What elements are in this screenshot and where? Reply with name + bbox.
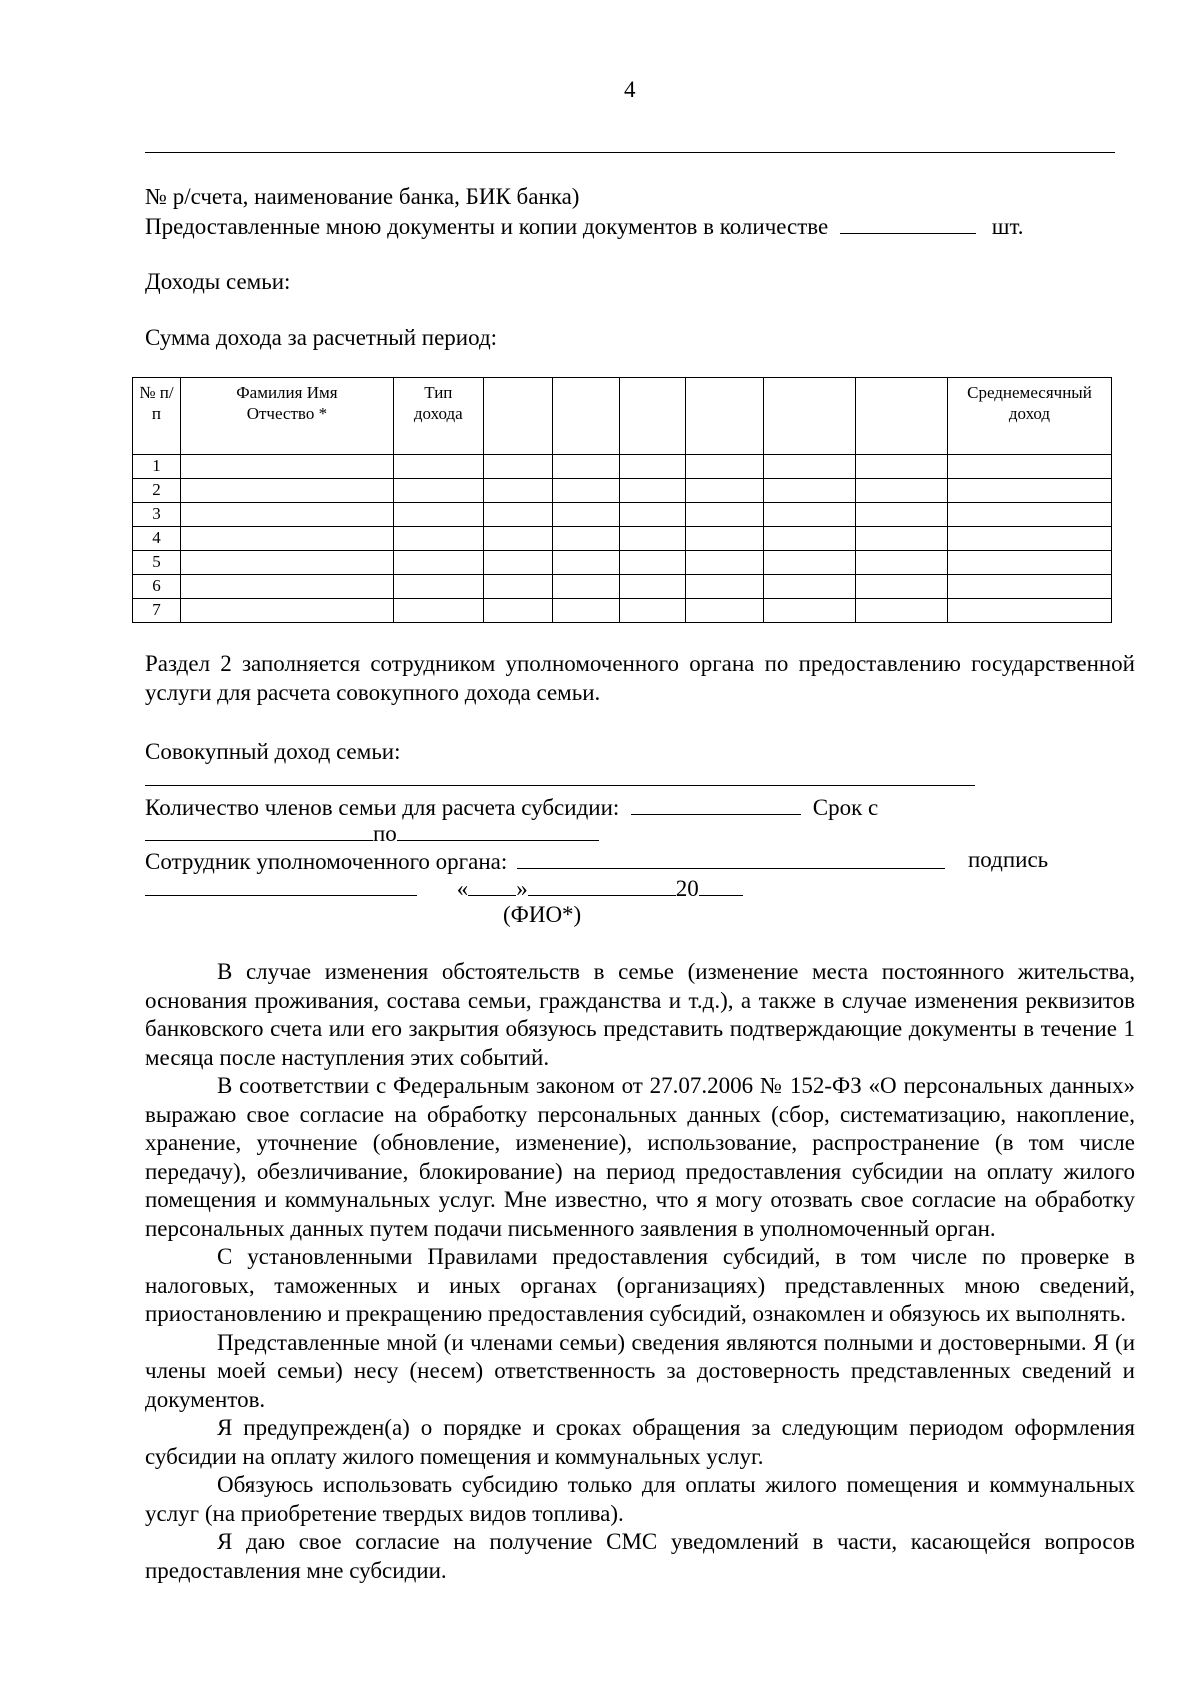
date-close-quote: » bbox=[516, 876, 528, 901]
employee-label: Сотрудник уполномоченного органа: bbox=[145, 849, 508, 874]
employee-line bbox=[145, 846, 945, 876]
row-number-cell: 7 bbox=[133, 599, 181, 623]
table-cell[interactable] bbox=[764, 599, 856, 623]
total-income-blank[interactable] bbox=[145, 785, 975, 786]
paragraph: Представленные мной (и членами семьи) сведения являются полными и достоверными. Я (и члены моей семьи) несу (несем) ответственность за достоверность представленных сведений и документов. bbox=[145, 1329, 1135, 1412]
obligations-text bbox=[145, 958, 1135, 1585]
table-cell[interactable] bbox=[552, 455, 619, 479]
table-cell[interactable] bbox=[619, 527, 686, 551]
table-cell[interactable] bbox=[619, 479, 686, 503]
date-year-prefix: 20 bbox=[675, 876, 699, 901]
table-cell[interactable] bbox=[619, 599, 686, 623]
row-number-cell: 6 bbox=[133, 575, 181, 599]
table-header-cell bbox=[686, 378, 764, 455]
date-open-quote: « bbox=[456, 876, 469, 901]
members-count-label: Количество членов семьи для расчета субсидии: bbox=[145, 795, 620, 820]
page-number: 4 bbox=[624, 77, 636, 102]
section2-note bbox=[145, 650, 1135, 707]
table-cell[interactable] bbox=[552, 599, 619, 623]
income-sum-label: Сумма дохода за расчетный период: bbox=[145, 325, 498, 350]
table-header-cell: Тип дохода bbox=[393, 378, 483, 455]
table-header-cell: Фамилия Имя Отчество * bbox=[180, 378, 393, 455]
table-cell[interactable] bbox=[552, 479, 619, 503]
table-row bbox=[133, 551, 1112, 575]
table-cell[interactable] bbox=[393, 479, 483, 503]
row-number-cell: 4 bbox=[133, 527, 181, 551]
table-header-cell: № п/ п bbox=[133, 378, 181, 455]
table-cell[interactable] bbox=[686, 575, 764, 599]
date-line bbox=[145, 873, 743, 903]
table-cell[interactable] bbox=[619, 551, 686, 575]
table-cell[interactable] bbox=[393, 551, 483, 575]
table-header-row bbox=[133, 378, 1112, 455]
table-cell[interactable] bbox=[856, 503, 948, 527]
table-row bbox=[133, 599, 1112, 623]
table-cell[interactable] bbox=[686, 551, 764, 575]
table-cell[interactable] bbox=[180, 527, 393, 551]
table-row bbox=[133, 479, 1112, 503]
bank-details-line: № р/счета, наименование банка, БИК банка) bbox=[145, 184, 580, 209]
table-cell[interactable] bbox=[947, 479, 1111, 503]
signature-blank[interactable] bbox=[145, 873, 417, 896]
table-cell[interactable] bbox=[764, 455, 856, 479]
table-cell[interactable] bbox=[764, 551, 856, 575]
table-header-cell bbox=[764, 378, 856, 455]
row-number-cell: 2 bbox=[133, 479, 181, 503]
income-table bbox=[132, 377, 1112, 623]
table-row bbox=[133, 455, 1112, 479]
fio-label: (ФИО*) bbox=[503, 902, 582, 927]
table-cell[interactable] bbox=[686, 455, 764, 479]
table-cell[interactable] bbox=[686, 599, 764, 623]
table-cell[interactable] bbox=[947, 551, 1111, 575]
family-income-label: Доходы семьи: bbox=[145, 269, 291, 294]
documents-count-unit: шт. bbox=[991, 214, 1024, 239]
table-cell[interactable] bbox=[947, 599, 1111, 623]
table-cell[interactable] bbox=[686, 527, 764, 551]
table-cell[interactable] bbox=[856, 551, 948, 575]
table-cell[interactable] bbox=[856, 479, 948, 503]
table-header-cell bbox=[552, 378, 619, 455]
table-cell[interactable] bbox=[393, 527, 483, 551]
table-row bbox=[133, 575, 1112, 599]
table-cell[interactable] bbox=[856, 599, 948, 623]
table-cell[interactable] bbox=[764, 575, 856, 599]
table-cell[interactable] bbox=[483, 455, 552, 479]
table-header-cell bbox=[483, 378, 552, 455]
table-cell[interactable] bbox=[180, 503, 393, 527]
table-cell[interactable] bbox=[180, 455, 393, 479]
table-cell[interactable] bbox=[483, 527, 552, 551]
table-header-cell bbox=[856, 378, 948, 455]
table-cell[interactable] bbox=[552, 503, 619, 527]
term-from-label: Срок с bbox=[812, 795, 879, 820]
term-to-label: по bbox=[373, 821, 397, 846]
table-cell[interactable] bbox=[180, 575, 393, 599]
employee-blank[interactable] bbox=[517, 846, 945, 869]
term-line bbox=[145, 818, 599, 848]
documents-count-blank[interactable] bbox=[840, 211, 976, 234]
table-cell[interactable] bbox=[947, 503, 1111, 527]
paragraph: С установленными Правилами предоставления субсидий, в том числе по проверке в налоговых, таможенных и иных органах (организациях) представленных мною сведений, приостановлению и прекращению предоставления субсидий, ознакомлен и обязуюсь их выполнять. bbox=[145, 1244, 1135, 1326]
term-from-blank[interactable] bbox=[145, 818, 373, 841]
table-cell[interactable] bbox=[686, 503, 764, 527]
paragraph: Я предупрежден(а) о порядке и сроках обращения за следующим периодом оформления субсидии на оплату жилого помещения и коммунальных услуг. bbox=[145, 1415, 1135, 1469]
members-count-blank[interactable] bbox=[631, 792, 801, 815]
date-year-blank[interactable] bbox=[699, 873, 743, 896]
documents-count-line bbox=[145, 211, 1024, 241]
table-cell[interactable] bbox=[483, 503, 552, 527]
total-income-label: Совокупный доход семьи: bbox=[145, 739, 401, 764]
table-header-cell: Среднемесячный доход bbox=[947, 378, 1111, 455]
signature-label: подпись bbox=[968, 847, 1049, 872]
table-cell[interactable] bbox=[483, 479, 552, 503]
row-number-cell: 5 bbox=[133, 551, 181, 575]
table-header-cell bbox=[619, 378, 686, 455]
table-cell[interactable] bbox=[483, 575, 552, 599]
table-cell[interactable] bbox=[856, 575, 948, 599]
table-cell[interactable] bbox=[393, 503, 483, 527]
date-month-blank[interactable] bbox=[528, 873, 676, 896]
row-number-cell: 1 bbox=[133, 455, 181, 479]
paragraph: В соответствии с Федеральным законом от 27.07.2006 № 152-ФЗ «О персональных данных» выражаю свое согласие на обработку персональных данных (сбор, систематизацию, накопление, хранение, уточнение (обновление, изменение), использование, распространение (в том числе передачу), обезличивание, блокирование) на период предоставления субсидии на оплату жилого помещения и коммунальных услуг. Мне известно, что я могу отозвать свое согласие на обработку персональных данных путем подачи письменного заявления в уполномоченный орган. bbox=[145, 1073, 1135, 1241]
table-cell[interactable] bbox=[856, 455, 948, 479]
documents-count-label: Предоставленные мною документы и копии документов в количестве bbox=[145, 214, 829, 239]
date-day-blank[interactable] bbox=[468, 873, 516, 896]
term-to-blank[interactable] bbox=[397, 818, 599, 841]
paragraph: Обязуюсь использовать субсидию только для оплаты жилого помещения и коммунальных услуг (на приобретение твердых видов топлива). bbox=[145, 1472, 1135, 1526]
row-number-cell: 3 bbox=[133, 503, 181, 527]
section2-text: Раздел 2 заполняется сотрудником уполномоченного органа по предоставлению государственной услуги для расчета совокупного дохода семьи. bbox=[145, 651, 1135, 705]
table-cell[interactable] bbox=[947, 527, 1111, 551]
table-cell[interactable] bbox=[180, 599, 393, 623]
table-row bbox=[133, 527, 1112, 551]
table-cell[interactable] bbox=[947, 575, 1111, 599]
table-cell[interactable] bbox=[619, 455, 686, 479]
table-cell[interactable] bbox=[552, 527, 619, 551]
table-cell[interactable] bbox=[764, 527, 856, 551]
table-cell[interactable] bbox=[619, 575, 686, 599]
table-cell[interactable] bbox=[180, 551, 393, 575]
table-cell[interactable] bbox=[947, 455, 1111, 479]
header-divider bbox=[145, 152, 1115, 153]
table-row bbox=[133, 503, 1112, 527]
paragraph: В случае изменения обстоятельств в семье (изменение места постоянного жительства, основания проживания, состава семьи, гражданства и т.д.), а также в случае изменения реквизитов банковского счета или его закрытия обязуюсь представить подтверждающие документы в течение 1 месяца после наступления этих событий. bbox=[145, 959, 1135, 1070]
table-cell[interactable] bbox=[180, 479, 393, 503]
table-cell[interactable] bbox=[686, 479, 764, 503]
table-cell[interactable] bbox=[552, 551, 619, 575]
table-cell[interactable] bbox=[764, 503, 856, 527]
table-cell[interactable] bbox=[483, 599, 552, 623]
table-cell[interactable] bbox=[393, 575, 483, 599]
table-cell[interactable] bbox=[393, 455, 483, 479]
table-cell[interactable] bbox=[619, 503, 686, 527]
table-cell[interactable] bbox=[764, 479, 856, 503]
table-cell[interactable] bbox=[483, 551, 552, 575]
table-cell[interactable] bbox=[393, 599, 483, 623]
paragraph: Я даю свое согласие на получение СМС уведомлений в части, касающейся вопросов предоставления мне субсидии. bbox=[145, 1529, 1135, 1583]
table-cell[interactable] bbox=[856, 527, 948, 551]
table-cell[interactable] bbox=[552, 575, 619, 599]
